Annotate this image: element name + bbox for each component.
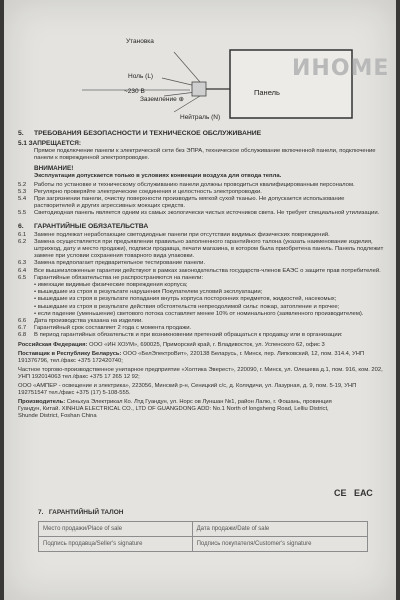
bullet-icon: • <box>34 282 38 289</box>
guarantee-heading: 7. ГАРАНТИЙНЫЙ ТАЛОН <box>38 509 124 516</box>
item-number: 5.3 <box>18 188 27 195</box>
item-text: Гарантийные обязательства не распространяются на панели: <box>34 274 204 281</box>
item-number: 6.8 <box>18 332 27 339</box>
numbered-item <box>18 268 386 275</box>
item-text: Работы по установке и техническому обслуживанию панели должны проводиться квалифицированным персоналом. <box>34 181 355 188</box>
section-6-heading: 6. ГАРАНТИЙНЫЕ ОБЯЗАТЕЛЬСТВА <box>18 222 149 230</box>
exclusion-text: вышедшие из строя в результате действия обстоятельств непреодолимой силы: пожар, затопление и прочее; <box>37 303 340 310</box>
customer-signature-cell[interactable]: Подпись покупателя/Customer's signature <box>192 537 367 552</box>
item-number: 6.1 <box>18 231 27 238</box>
table-row <box>39 522 368 537</box>
label-line: Ноль (L) <box>128 73 154 80</box>
wiring-diagram <box>4 0 396 125</box>
numbered-item <box>18 210 386 217</box>
contact-belarus-3: ООО «АМПЕР - освещение и электрика», 223056, Минский р-н, Сеницкий с/с, д. Колядичи, ул. Лазурная, д. 9, пом. 5-19, УНП 192751547 тел./факс +375 (17) 5-108-555. <box>18 382 357 396</box>
item-text: Гарантийный срок составляет 2 года с момента продажи. <box>34 325 192 332</box>
section-5-heading: 5. ТРЕБОВАНИЯ БЕЗОПАСНОСТИ И ТЕХНИЧЕСКОЕ ОБСЛУЖИВАНИЕ <box>18 130 262 137</box>
item-number: 6.4 <box>18 267 27 274</box>
item-text: Светодиодная панель является одним из самых экологически чистых источников света. Не требует специальной утилизации. <box>34 210 380 217</box>
numbered-item <box>18 182 386 189</box>
item-number: 5.5 <box>18 210 27 217</box>
item-text: Регулярно проверяйте электрические соединения и целостность электропроводки. <box>34 188 262 195</box>
label-neutral: Нейтраль (N) <box>180 114 221 121</box>
exclusion-text: имеющие видимые физические повреждения корпуса; <box>37 282 188 289</box>
section-6-items-continued <box>18 318 386 340</box>
exclusion-item <box>18 304 386 311</box>
item-text: Замена осуществляется при предъявлении правильно заполненного гарантийного талона (указать наименование изделия, штрихкод, дату и место продажи), подписи продавца, печати магазина, в котором была приобретена панель. Панель подлежит замене при условии сохранения товарного вида упаковки. <box>34 238 384 260</box>
exclusion-text: вышедшие из строя в результате нарушения Покупателем условий эксплуатации; <box>37 289 263 296</box>
exclusion-text: если падение (уменьшение) светового потока составляет менее 10% от номинального (заявленного производителем). <box>37 310 364 317</box>
panel-label: Панель <box>254 88 280 97</box>
bullet-icon: • <box>34 303 38 310</box>
label-installation: Утановка <box>126 38 154 45</box>
prohibition-text: Прямое подключение панели к электрической сети без ЭПРА, техническое обслуживание включенной панели, подключение панели к поврежденной электропроводке. <box>34 148 376 162</box>
item-text: Замене подлежат неработающие светодиодные панели при отсутствии видимых физических повреждений. <box>34 231 330 238</box>
item-number: 6.3 <box>18 260 27 267</box>
guarantee-table <box>38 521 368 552</box>
item-text: В период гарантийных обязательств и при возникновении претензий обращаться к продавцу или в организации: <box>34 332 343 339</box>
item-number: 6.7 <box>18 325 27 332</box>
item-text: При загрязнении панели, очистку поверхности производить мягкой сухой тканью. Не допускается использование растворителей и других агрессивных моющих средств. <box>34 196 345 210</box>
attention-heading: ВНИМАНИЕ! <box>34 165 74 173</box>
item-number: 6.5 <box>18 274 27 281</box>
item-number: 6.2 <box>18 238 27 245</box>
exclusion-item <box>18 296 386 303</box>
place-of-sale-cell[interactable]: Место продажи/Place of sale <box>39 522 193 537</box>
item-text: Дата производства указана на изделии. <box>34 318 143 325</box>
attention-text: Эксплуатация допускается только в условиях конвекции воздуха для отвода тепла. <box>34 173 282 180</box>
item-number: 5.2 <box>18 181 27 188</box>
exclusion-item <box>18 311 386 318</box>
contact-russia: Российская Федерация: ООО «ИН ХОУМ», 690025, Приморский край, г. Владивосток, ул. Успенского 62, офис 3 <box>18 341 325 348</box>
contact-manufacturer: Производитель: Синьхуа Электрикал Ко. Лтд Гуандун, ул. Норс ов Луншан №1, район Лалю, г. Фошань, провинция Гуандун, Китай. XINHUA ELECTRICAL CO., LTD OF GUANGDONG ADD: No.1 North of longsheng Road, Lelliu District, Shunde District, Foshan China <box>18 398 332 419</box>
numbered-item <box>18 275 386 282</box>
exclusions-list <box>18 282 386 318</box>
bullet-icon: • <box>34 289 38 296</box>
instruction-sheet <box>4 0 396 600</box>
numbered-item <box>18 196 386 210</box>
bullet-icon: • <box>34 296 38 303</box>
numbered-item <box>18 239 386 261</box>
item-number: 5.4 <box>18 196 27 203</box>
document-body <box>18 125 386 422</box>
bullet-icon: • <box>34 310 38 317</box>
item-text: Замена предполагает предварительное тестирование панели. <box>34 260 206 267</box>
item-number: 6.6 <box>18 318 27 325</box>
section-5-items <box>18 182 386 218</box>
numbered-item <box>18 232 386 239</box>
item-text: Все вышеизложенные гарантии действуют в рамках законодательства государств-членов ЕАЭС о защите прав потребителей. <box>34 267 381 274</box>
table-row <box>39 537 368 552</box>
certification-marks <box>334 488 378 498</box>
voltage-label: ~230 В <box>124 88 145 95</box>
ce-mark: CE <box>334 488 347 498</box>
contact-belarus-2: Частное торгово-производственное унитарное предприятие «Холтика Эверест», 220090, г. Минск, ул. Олешева д.1, пом. 916, ком. 202, УНП 192014063 тел./факс +375 17 265 12 92; <box>18 366 383 380</box>
date-of-sale-cell[interactable]: Дата продажи/Date of sale <box>192 522 367 537</box>
label-ground: Заземление ⊕ <box>140 96 184 103</box>
section-6-items <box>18 232 386 282</box>
subsection-5-1-heading: 5.1 ЗАПРЕЩАЕТСЯ: <box>18 140 81 147</box>
brand-logo: ИНОМЕ <box>292 56 390 81</box>
numbered-item <box>18 332 386 339</box>
eac-mark: ЕАС <box>354 488 373 498</box>
numbered-item <box>18 260 386 267</box>
contact-belarus: Поставщик в Республику Беларусь: ООО «БелЭлектроВит», 220138 Беларусь, г. Минск, пер. Липковский, 12, пом. 314.4, УНП 191376796, тел./факс +375 172420740; <box>18 350 365 364</box>
seller-signature-cell[interactable]: Подпись продавца/Seller's signature <box>39 537 193 552</box>
numbered-item <box>18 189 386 196</box>
exclusion-text: вышедшие из строя в результате попадания внутрь корпуса посторонних предметов, жидкостей, насекомых; <box>37 296 337 303</box>
